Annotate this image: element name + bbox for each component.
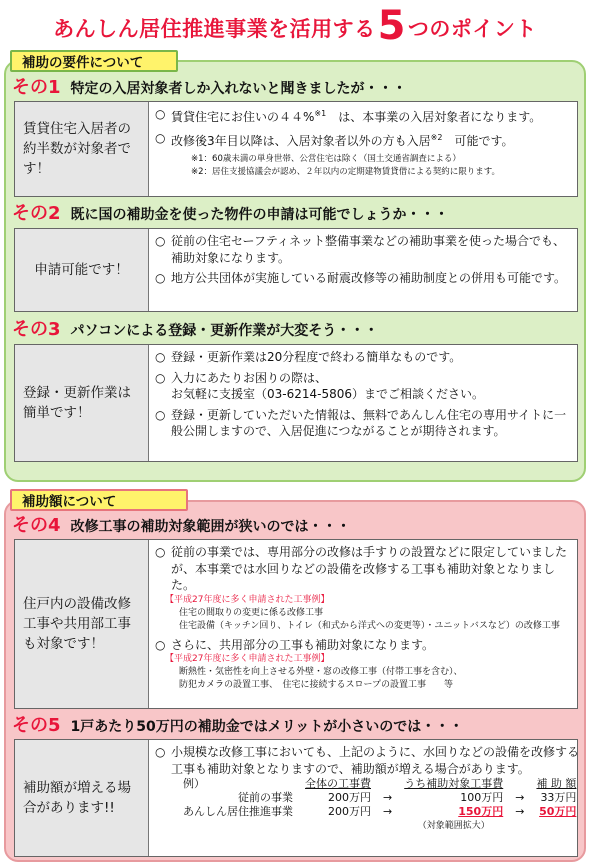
footnote: ※1：60歳未満の単身世帯、公営住宅は除く（国土交通省調査による） [191, 154, 461, 164]
point-5-item: ○ 小規模な改修工事においても、上記のように、水回りなどの設備を改修する工事も補助対象となりますので、補助額が増える場合があります。 [155, 745, 580, 776]
point-1-box [14, 101, 578, 197]
example-row: あんしん居住推進事業 200万円 → 150万円 → 50万円 [183, 805, 577, 818]
point-3-answer: 登録・更新作業は簡単です！ [15, 345, 149, 461]
example-line: 住宅の間取りの変更に係る改修工事 [179, 607, 324, 618]
point-2-item: ○ 地方公共団体が実施している耐震改修等の補助制度との併用も可能です。 [155, 271, 567, 285]
point-3-heading: その3 パソコンによる登録・更新作業が大変そう・・・ [12, 319, 379, 340]
point-4-answer: 住戸内の設備改修工事や共用部工事も対象です！ [15, 540, 149, 708]
page-title: あんしん居住推進事業を活用する5つのポイント [53, 3, 537, 49]
footnote: ※2：居住支援協議会が認め、２年以内の定期建物賃貸借による契約に限ります。 [191, 167, 501, 177]
example-row: 従前の事業 200万円 → 100万円 → 33万円 [238, 791, 577, 804]
point-1-heading: その1 特定の入居対象者しか入れないと聞きましたが・・・ [12, 77, 407, 98]
example-line: 断熱性・気密性を向上させる外壁・窓の改修工事（付帯工事を含む）、 [179, 667, 463, 677]
section-tag-requirements: 補助の要件について [10, 50, 178, 72]
example-table: 例） 全体の工事費 うち補助対象工事費 補 助 額 従前の事業 200万円 → 100万円 → 33万円 あんしん居住推進事業 200万円 → 150万円 → 50万円 （対象範囲拡大） [177, 777, 582, 833]
point-2-box [14, 228, 578, 312]
point-3-box [14, 344, 578, 462]
example-heading: 【平成27年度に多く申請された工事例】 [165, 654, 330, 664]
point-5-box [14, 739, 578, 857]
point-5-heading: その5 1戸あたり50万円の補助金ではメリットが小さいのでは・・・ [12, 715, 464, 736]
point-1-item: ○ 改修後3年目以降は、入居対象者以外の方も入居$^{※2}$ 可能です。 [155, 130, 514, 148]
point-3-item: ○ 入力にあたりお困りの際は、 お気軽に支援室（03-6214-5806）までご相談ください。 [155, 370, 485, 401]
point-2-answer: 申請可能です！ [15, 229, 149, 311]
example-heading: 【平成27年度に多く申請された工事例】 [165, 594, 330, 605]
point-4-box [14, 539, 578, 709]
point-5-answer: 補助額が増える場合があります!! [15, 740, 149, 856]
section-tag-subsidy: 補助額について [10, 489, 188, 511]
point-4-item: ○ さらに、共用部分の工事も補助対象になります。 [155, 637, 435, 652]
point-2-heading: その2 既に国の補助金を使った物件の申請は可能でしょうか・・・ [12, 203, 449, 224]
point-4-item: ○ 従前の事業では、専用部分の改修は手すりの設置などに限定していましたが、本事業では水回りなどの設備を改修する工事も補助対象となりました。 [155, 545, 568, 592]
point-3-item: ○ 登録・更新作業は20分程度で終わる簡単なものです。 [155, 350, 462, 364]
point-4-heading: その4 改修工事の補助対象範囲が狭いのでは・・・ [12, 515, 351, 536]
point-3-item: ○ 登録・更新していただいた情報は、無料であんしん住宅の専用サイトに一般公開しますので、入居促進につながることが期待されます。 [155, 407, 567, 438]
example-line: 防犯カメラの設置工事、 住宅に接続するスロープの設置工事 等 [179, 680, 454, 690]
point-1-item: ○ 賃貸住宅にお住いの４４%$^{※1}$ は、本事業の入居対象者になります。 [155, 107, 542, 124]
example-line: 住宅設備（キッチン回り、トイレ（和式から洋式への変更等）・ユニットバスなど）の改修工事 [179, 620, 560, 631]
point-2-item: ○ 従前の住宅セーフティネット整備事業などの補助事業を使った場合でも、補助対象になります。 [155, 234, 565, 265]
point-1-answer: 賃貸住宅入居者の約半数が対象者です！ [15, 102, 149, 196]
